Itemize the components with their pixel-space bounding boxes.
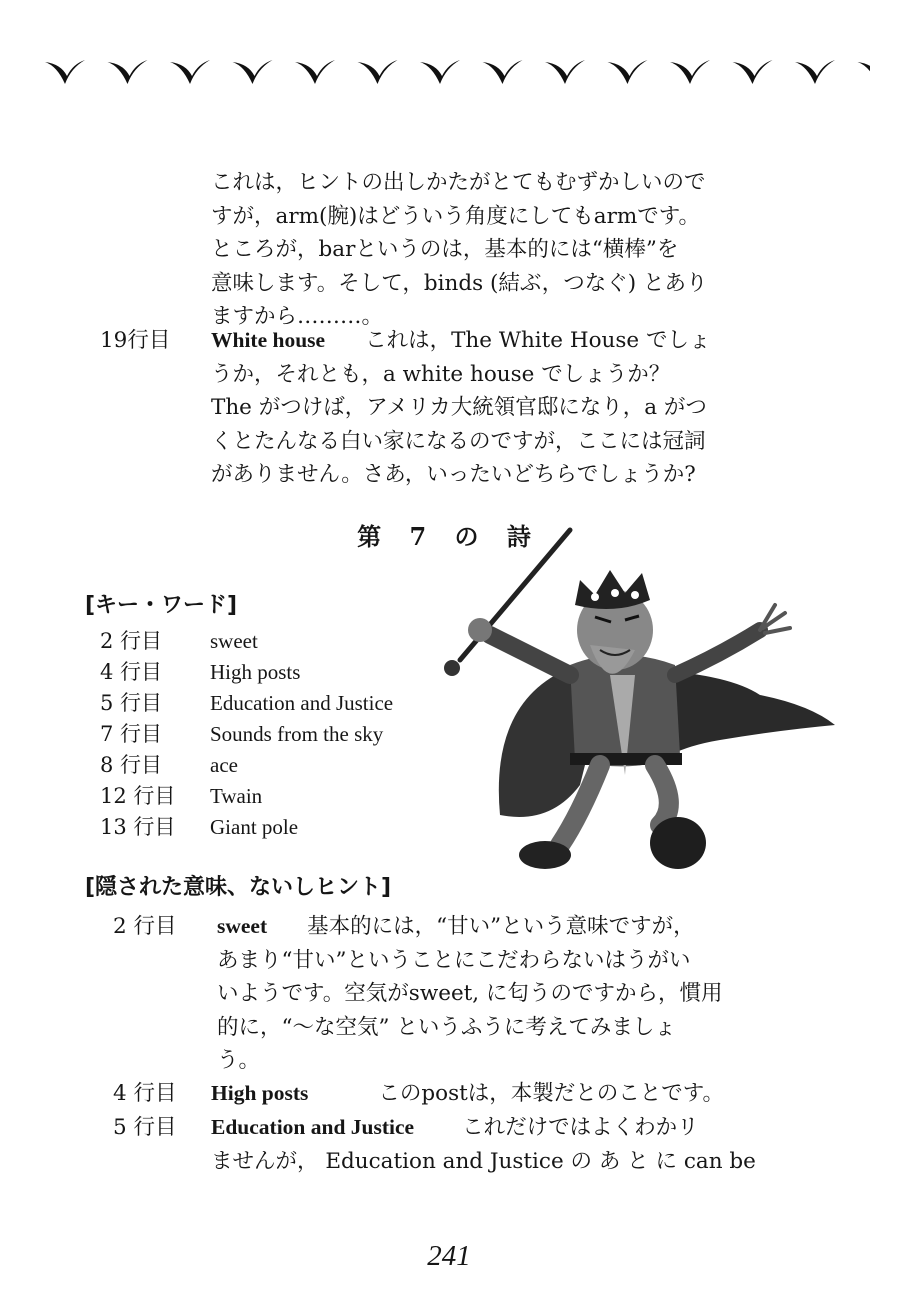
ornament-mark xyxy=(295,60,335,84)
hints-title: [隠された意味、ないしヒント] xyxy=(85,875,392,900)
list-item: 7 行目 Sounds from the sky xyxy=(100,722,384,746)
text-line: これだけではよくわかリ xyxy=(462,1115,699,1140)
text-line: このpostは，本製だとのことです。 xyxy=(378,1081,725,1106)
text-line: 意味します。そして，binds (結ぶ，つなぐ) とあり xyxy=(211,270,708,296)
text-line: うか，それとも，a white house でしょうか？ xyxy=(211,361,671,387)
text-line: くとたんなる白い家になるのですが，ここには冠詞 xyxy=(211,428,706,454)
ornament-mark xyxy=(45,60,85,84)
text-line: ますから………。 xyxy=(211,304,384,329)
text-line: すが，arm(腕)はどういう角度にしてもarmです。 xyxy=(211,203,701,229)
hint-line-number-2: 2 行目 xyxy=(113,914,177,939)
keyword-education-and-justice: Education and Justice xyxy=(211,1115,415,1139)
list-item: 13 行目 Giant pole xyxy=(100,815,299,839)
list-item: 4 行目 High posts xyxy=(100,660,301,684)
list-item: 12 行目 Twain xyxy=(100,784,263,808)
hint2-paragraph xyxy=(217,910,807,1078)
ornament-mark xyxy=(483,60,523,84)
list-item: 5 行目 Education and Justice xyxy=(100,691,394,715)
item19-paragraph xyxy=(211,324,811,492)
page-number: 241 xyxy=(427,1240,471,1272)
ornament-mark xyxy=(170,60,210,84)
hint5-paragraph xyxy=(211,1111,811,1178)
keyword-high-posts: High posts xyxy=(211,1081,309,1105)
line-number-19: 19行目 xyxy=(100,328,171,353)
decorative-border xyxy=(40,50,870,96)
ornament-mark xyxy=(358,60,398,84)
ornament-mark xyxy=(795,60,835,84)
text-line: ところが，barというのは，基本的には“横棒”を xyxy=(211,237,679,262)
ornament-mark xyxy=(858,60,871,84)
text-line: いようです。空気がsweet, に匂うのですから，慣用 xyxy=(217,981,723,1006)
text-line: ませんが， Education and Justice の あ と に can be xyxy=(211,1148,756,1174)
text-line: 的に，“～な空気” というふうに考えてみましょ xyxy=(217,1014,676,1040)
hint-line-number-4: 4 行目 xyxy=(113,1081,177,1106)
ornament-mark xyxy=(420,60,460,84)
top-paragraph xyxy=(211,166,811,334)
hint-line-number-5: 5 行目 xyxy=(113,1115,177,1140)
list-item: 2 行目 sweet xyxy=(100,629,258,653)
text-line: 基本的には，“甘い”という意味ですが， xyxy=(307,914,695,939)
ornament-mark xyxy=(608,60,648,84)
text-line: これは，ヒントの出しかたがとてもむずかしいので xyxy=(211,170,706,195)
text-line: う。 xyxy=(217,1048,261,1073)
list-item: 8 行目 ace xyxy=(100,753,238,777)
keyword-white-house: White house xyxy=(211,328,326,352)
ornament-mark xyxy=(233,60,273,84)
ornament-mark xyxy=(733,60,773,84)
hint4-paragraph xyxy=(211,1077,811,1111)
poem-heading: 第 7 の 詩 xyxy=(357,522,541,551)
text-line: The がつけば，アメリカ大統領官邸になり，a がつ xyxy=(211,395,707,420)
king-illustration xyxy=(430,525,840,895)
text-line: あまり“甘い”ということにこだわらないはうがい xyxy=(217,947,691,973)
ornament-mark xyxy=(545,60,585,84)
keywords-list xyxy=(100,626,393,843)
keywords-title: [キー・ワード] xyxy=(85,593,238,618)
text-line: がありません。さあ，いったいどちらでしょうか? xyxy=(211,462,696,487)
text-line: これは，The White House でしょ xyxy=(365,328,711,353)
ornament-mark xyxy=(670,60,710,84)
ornament-mark xyxy=(108,60,148,84)
keyword-sweet: sweet xyxy=(217,914,268,938)
